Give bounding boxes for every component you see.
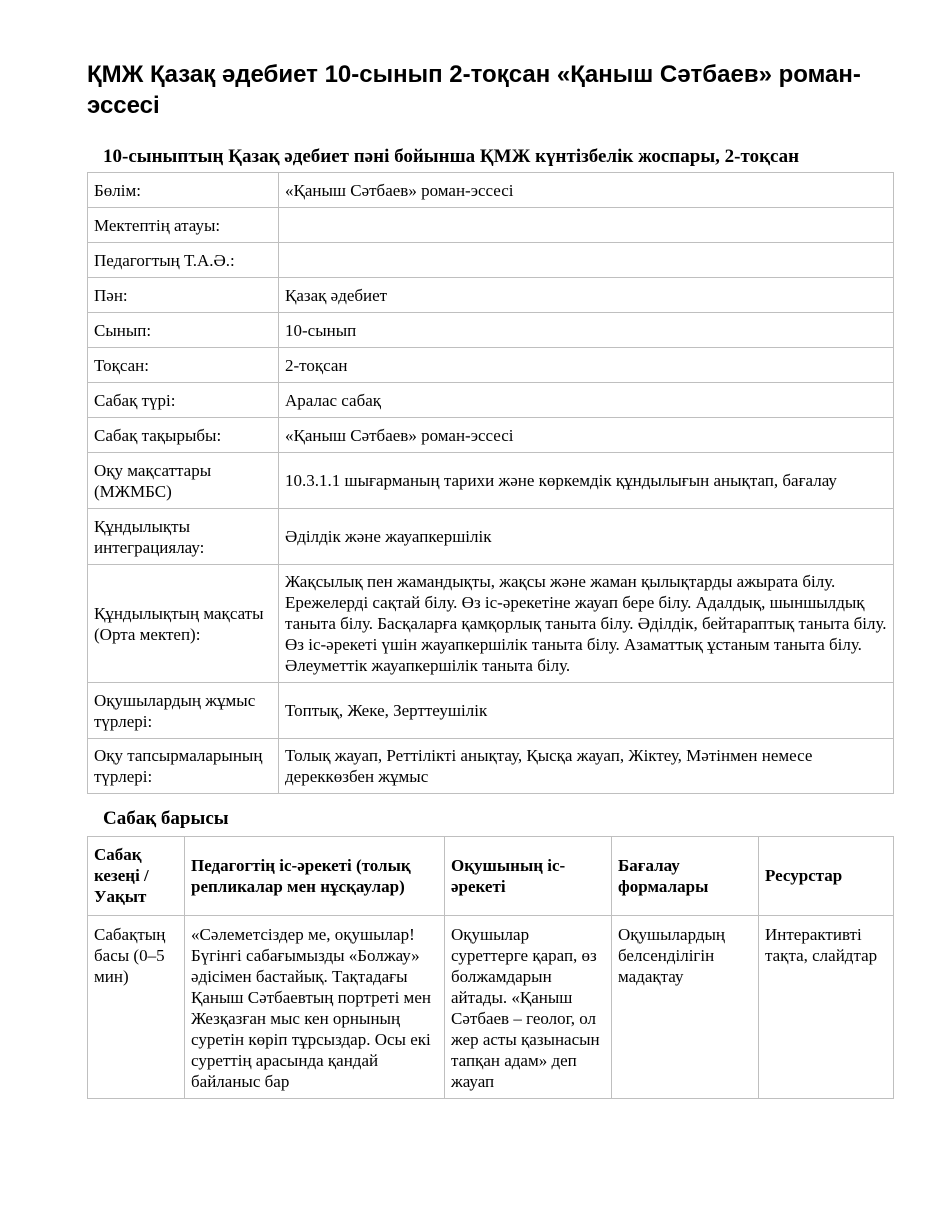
table-row <box>88 173 894 208</box>
table-row <box>88 278 894 313</box>
stage-cell: Сабақтың басы (0–5 мин) <box>88 916 185 1099</box>
student-activity-cell: Оқушылар суреттерге қарап, өз болжамдарын айтады. «Қаныш Сәтбаев – геолог, ол жер асты қазынасын тапқан адам» деп жауап <box>445 916 612 1099</box>
assessment-cell: Оқушылардың белсенділігін мадақтау <box>612 916 759 1099</box>
info-value <box>279 243 894 278</box>
table-header-row <box>88 837 894 916</box>
info-label: Оқу мақсаттары (МЖМБС) <box>88 453 279 509</box>
lesson-progress-heading: Сабақ барысы <box>103 808 229 829</box>
table-row <box>88 453 894 509</box>
info-label: Оқу тапсырмаларының түрлері: <box>88 739 279 794</box>
table-row <box>88 683 894 739</box>
column-header-assessment: Бағалау формалары <box>612 837 759 916</box>
column-header-student: Оқушының іс-әрекеті <box>445 837 612 916</box>
info-value: Қазақ әдебиет <box>279 278 894 313</box>
info-label: Мектептің атауы: <box>88 208 279 243</box>
column-header-stage: Сабақ кезеңі / Уақыт <box>88 837 185 916</box>
info-value: Аралас сабақ <box>279 383 894 418</box>
info-label: Бөлім: <box>88 173 279 208</box>
lesson-info-table <box>87 172 894 794</box>
table-row <box>88 418 894 453</box>
info-value: 2-тоқсан <box>279 348 894 383</box>
table-row <box>88 208 894 243</box>
table-row <box>88 243 894 278</box>
info-label: Тоқсан: <box>88 348 279 383</box>
info-value: Топтық, Жеке, Зерттеушілік <box>279 683 894 739</box>
info-label: Сабақ түрі: <box>88 383 279 418</box>
info-label: Құндылықтың мақсаты (Орта мектеп): <box>88 565 279 683</box>
info-value: Толық жауап, Реттілікті анықтау, Қысқа жауап, Жіктеу, Мәтінмен немесе дереккөзбен жұмыс <box>279 739 894 794</box>
resources-cell: Интерактивті тақта, слайдтар <box>759 916 894 1099</box>
column-header-resources: Ресурстар <box>759 837 894 916</box>
info-label: Сынып: <box>88 313 279 348</box>
info-value: 10.3.1.1 шығарманың тарихи және көркемдік құндылығын анықтап, бағалау <box>279 453 894 509</box>
table-row <box>88 383 894 418</box>
document-title: ҚМЖ Қазақ әдебиет 10-сынып 2-тоқсан «Қаныш Сәтбаев» роман-эссесі <box>87 61 861 119</box>
table-row <box>88 739 894 794</box>
table-row <box>88 313 894 348</box>
info-label: Оқушылардың жұмыс түрлері: <box>88 683 279 739</box>
info-value: «Қаныш Сәтбаев» роман-эссесі <box>279 173 894 208</box>
info-label: Сабақ тақырыбы: <box>88 418 279 453</box>
lesson-progress-table <box>87 836 894 1099</box>
info-value: Әділдік және жауапкершілік <box>279 509 894 565</box>
table-row <box>88 916 894 1099</box>
info-value: «Қаныш Сәтбаев» роман-эссесі <box>279 418 894 453</box>
document-page <box>87 56 893 1099</box>
info-label: Педагогтың Т.А.Ә.: <box>88 243 279 278</box>
column-header-teacher: Педагогтің іс-әрекеті (толық репликалар мен нұсқаулар) <box>185 837 445 916</box>
info-value: Жақсылық пен жамандықты, жақсы және жаман қылықтарды ажырата білу. Ережелерді сақтай білу. Өз іс-әрекетіне жауап бере білу. Адалдық, шыншылдық таныта білу. Басқаларға қамқорлық таныта білу. Әділдік, бейтараптық таныта білу. Өз іс-әрекеті үшін жауапкершілік таныта білу. Азаматтық ұстаным таныта білу. Әлеуметтік жауапкершілік таныта білу. <box>279 565 894 683</box>
info-label: Құндылықты интеграциялау: <box>88 509 279 565</box>
info-label: Пән: <box>88 278 279 313</box>
info-value <box>279 208 894 243</box>
info-value: 10-сынып <box>279 313 894 348</box>
table-row <box>88 348 894 383</box>
teacher-activity-cell: «Сәлеметсіздер ме, оқушылар! Бүгінгі сабағымызды «Болжау» әдісімен бастайық. Тақтадағы Қаныш Сәтбаевтың портреті мен Жезқазған мыс кен орнының суретін көріп тұрсыздар. Осы екі суреттің арасында қандай байланыс бар <box>185 916 445 1099</box>
table-row <box>88 565 894 683</box>
plan-heading: 10-сыныптың Қазақ әдебиет пәні бойынша ҚМЖ күнтізбелік жоспары, 2-тоқсан <box>103 146 800 167</box>
table-row <box>88 509 894 565</box>
